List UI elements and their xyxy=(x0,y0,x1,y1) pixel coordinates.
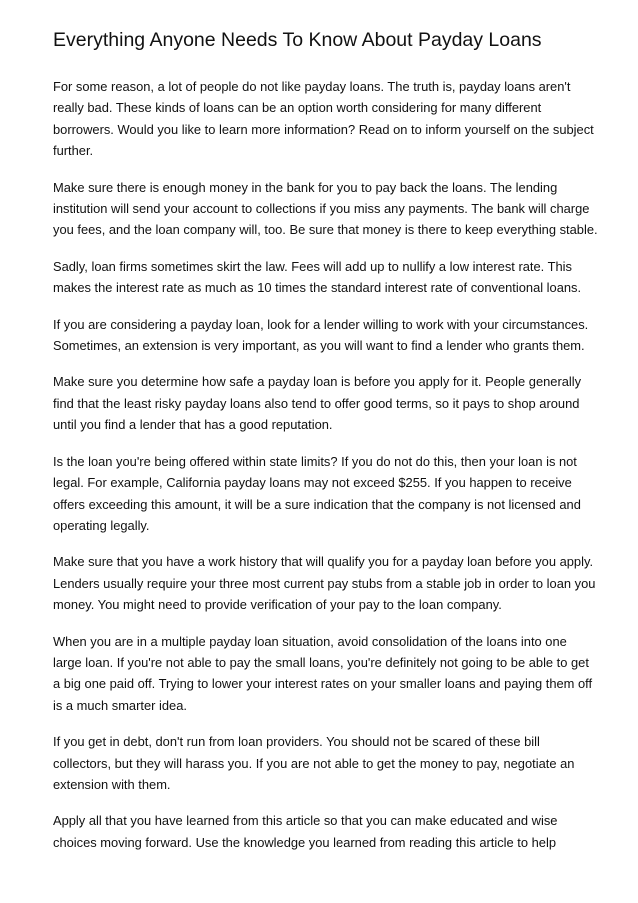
paragraph-10: Apply all that you have learned from this article so that you can make educated and wise choices moving forward. Use the knowledge you learned from reading this article to help xyxy=(53,813,558,850)
paragraph-5: Make sure you determine how safe a payday loan is before you apply for it. People generally find that the least risky payday loans also tend to offer good terms, so it pays to shop around until you find a lender that has a good reputation. xyxy=(53,374,582,433)
paragraph-8: When you are in a multiple payday loan situation, avoid consolidation of the loans into one large loan. If you're not able to pay the small loans, you're definitely not going to be able to get a big one paid off. Trying to lower your interest rates on your smaller loans and paying them off is a much smarter idea. xyxy=(53,633,593,713)
document-page xyxy=(53,27,598,868)
paragraph-7: Make sure that you have a work history that will qualify you for a payday loan before you apply. Lenders usually require your three most current pay stubs from a stable job in order to loan you money. You might need to provide verification of your pay to the loan company. xyxy=(53,554,596,613)
paragraph-4: If you are considering a payday loan, look for a lender willing to work with your circumstances. Sometimes, an extension is very important, as you will want to find a lender who grants them. xyxy=(53,316,589,354)
paragraph-1: For some reason, a lot of people do not like payday loans. The truth is, payday loans aren't really bad. These kinds of loans can be an option worth considering for many different borrowers. Would you like to learn more information? Read on to inform yourself on the subject further. xyxy=(53,79,594,159)
paragraph-6: Is the loan you're being offered within state limits? If you do not do this, then your loan is not legal. For example, California payday loans may not exceed $255. If you happen to receive offers exceeding this amount, it will be a sure indication that the company is not licensed and operating legally. xyxy=(53,453,581,533)
paragraph-2: Make sure there is enough money in the bank for you to pay back the loans. The lending institution will send your account to collections if you miss any payments. The bank will charge you fees, and the loan company will, too. Be sure that money is there to keep everything stable. xyxy=(53,179,598,238)
paragraph-9: If you get in debt, don't run from loan providers. You should not be scared of these bill collectors, but they will harass you. If you are not able to get the money to pay, negotiate an extension with them. xyxy=(53,734,575,792)
document-title: Everything Anyone Needs To Know About Payday Loans xyxy=(53,29,542,51)
paragraph-3: Sadly, loan firms sometimes skirt the law. Fees will add up to nullify a low interest rate. This makes the interest rate as much as 10 times the standard interest rate of conventional loans. xyxy=(53,258,582,296)
